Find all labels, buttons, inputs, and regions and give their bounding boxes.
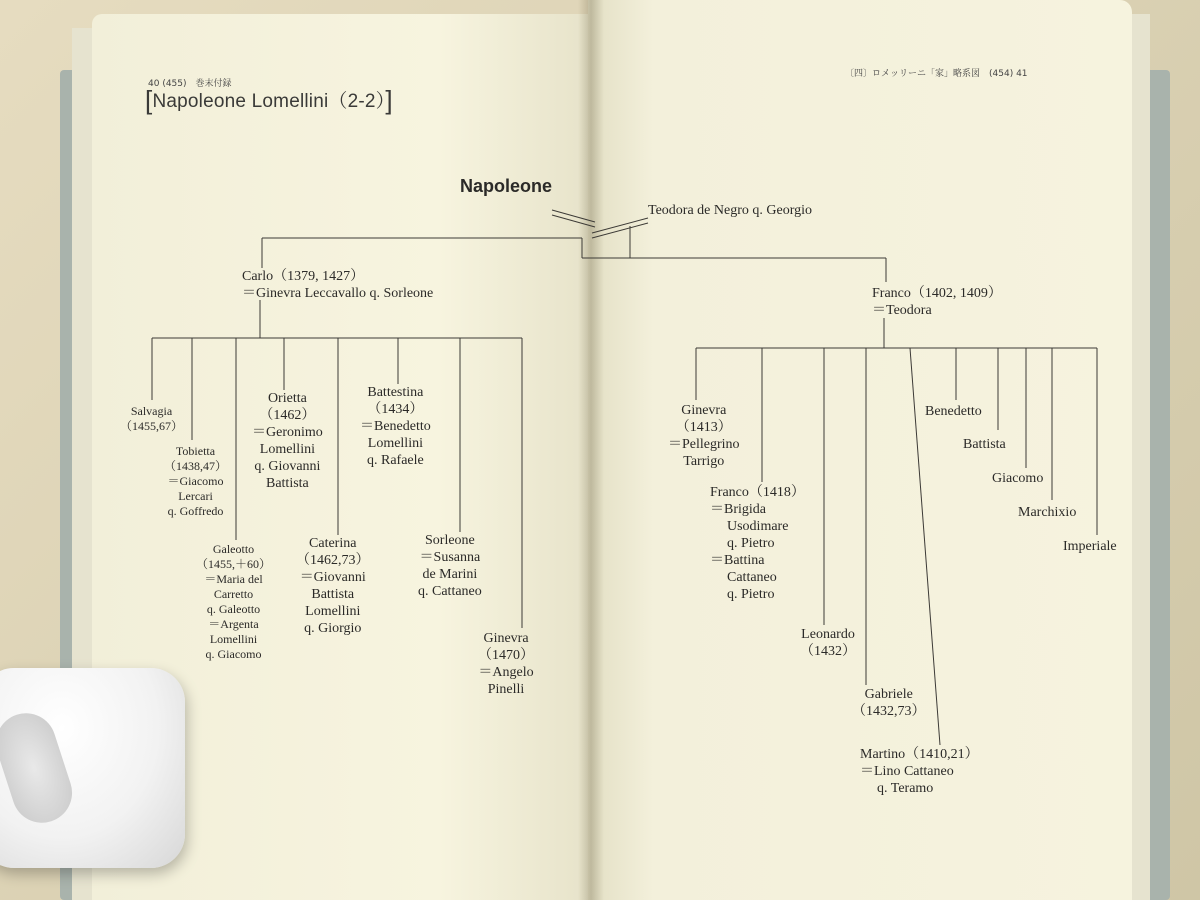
caterina-spouse-4: q. Giorgio xyxy=(304,621,362,636)
tobietta-name: Tobietta xyxy=(175,444,216,458)
root-napoleone: Napoleone xyxy=(460,176,553,196)
orietta-spouse-4: Battista xyxy=(265,476,309,491)
gabriele-years: （1432,73） xyxy=(852,704,926,719)
person-franco-jr xyxy=(710,484,805,603)
sorleone-spouse-3: q. Cattaneo xyxy=(418,584,482,599)
franco-line-1: Franco（1402, 1409） xyxy=(872,286,1002,301)
person-gabriele xyxy=(852,686,926,720)
person-giacomo: Giacomo xyxy=(992,471,1044,486)
tobietta-years: （1438,47） xyxy=(164,459,228,473)
caterina-spouse-3: Lomellini xyxy=(305,604,361,619)
battestina-spouse-3: q. Rafaele xyxy=(367,453,424,468)
ginevra-carlo-spouse-2: Pinelli xyxy=(487,682,525,697)
carlo-line-1: Carlo（1379, 1427） xyxy=(242,269,365,284)
galeotto-spouse-2c: q. Giacomo xyxy=(205,647,262,661)
caterina-name: Caterina xyxy=(309,536,357,551)
title-text: Napoleone Lomellini（2-2） xyxy=(152,91,386,112)
person-galeotto xyxy=(196,542,271,662)
caterina-years: （1462,73） xyxy=(296,553,370,568)
galeotto-years: （1455,＋60） xyxy=(196,557,272,571)
sorleone-spouse: ＝Susanna xyxy=(419,550,481,565)
galeotto-spouse-1b: Carretto xyxy=(213,587,254,601)
franco-jr-spouse-2b: Cattaneo xyxy=(727,570,777,585)
martino-spouse: ＝Lino Cattaneo xyxy=(860,764,954,779)
salvagia-years: （1455,67） xyxy=(120,419,184,433)
ginevra-carlo-name: Ginevra xyxy=(483,631,529,646)
person-ginevra-carlo xyxy=(478,630,534,698)
orietta-spouse-3: q. Giovanni xyxy=(254,459,321,474)
leonardo-name: Leonardo xyxy=(801,627,855,642)
battestina-spouse: ＝Benedetto xyxy=(360,419,431,434)
ginevra-franco-spouse: ＝Pellegrino xyxy=(668,437,740,452)
left-running-header: 40 (455) 巻末付録 xyxy=(148,79,232,89)
person-salvagia xyxy=(120,404,183,434)
orietta-years: （1462） xyxy=(259,408,316,423)
ginevra-carlo-years: （1470） xyxy=(478,648,534,663)
galeotto-name: Galeotto xyxy=(212,542,255,556)
galeotto-spouse-2: ＝Argenta xyxy=(208,617,259,631)
person-imperiale: Imperiale xyxy=(1063,539,1117,554)
gabriele-name: Gabriele xyxy=(864,687,913,702)
right-running-header: 〔四〕ロメッリーニ「家」略系図 (454) 41 xyxy=(845,69,1028,79)
battestina-spouse-2: Lomellini xyxy=(367,436,423,451)
orietta-spouse-2: Lomellini xyxy=(259,442,315,457)
title-bracket-close: ] xyxy=(385,85,393,115)
tobietta-spouse: ＝Giacomo xyxy=(167,474,224,488)
child-carlo xyxy=(242,268,433,302)
ginevra-franco-spouse-2: Tarrigo xyxy=(683,454,725,469)
martino-name: Martino（1410,21） xyxy=(860,747,979,762)
person-orietta xyxy=(252,390,323,492)
galeotto-spouse-2b: Lomellini xyxy=(209,632,258,646)
franco-jr-spouse-1: ＝Brigida xyxy=(710,502,766,517)
person-tobietta xyxy=(164,444,227,519)
franco-line-2: ＝Teodora xyxy=(872,303,932,318)
sorleone-spouse-2: de Marini xyxy=(422,567,478,582)
tobietta-spouse-2: Lercari xyxy=(178,489,213,503)
franco-jr-spouse-2c: q. Pietro xyxy=(727,587,775,602)
galeotto-spouse-1: ＝Maria del xyxy=(204,572,263,586)
root-spouse: Teodora de Negro q. Georgio xyxy=(648,203,812,218)
child-franco xyxy=(872,285,1002,319)
person-marchixio: Marchixio xyxy=(1018,505,1077,520)
person-benedetto: Benedetto xyxy=(925,404,982,419)
title-bracket-open: [ xyxy=(145,85,153,115)
person-battestina xyxy=(360,384,431,469)
sorleone-name: Sorleone xyxy=(425,533,475,548)
ginevra-franco-name: Ginevra xyxy=(681,403,727,418)
person-caterina xyxy=(296,535,370,637)
person-martino xyxy=(860,746,979,797)
galeotto-spouse-1c: q. Galeotto xyxy=(206,602,261,616)
martino-spouse-2: q. Teramo xyxy=(877,781,934,796)
orietta-name: Orietta xyxy=(267,391,307,406)
franco-jr-spouse-1b: Usodimare xyxy=(727,519,789,534)
leonardo-years: （1432） xyxy=(800,644,856,659)
person-sorleone xyxy=(418,532,482,600)
ceramic-page-holder xyxy=(0,668,190,868)
carlo-line-2: ＝Ginevra Leccavallo q. Sorleone xyxy=(242,286,434,301)
franco-jr-name: Franco（1418） xyxy=(710,485,805,500)
orietta-spouse: ＝Geronimo xyxy=(252,425,323,440)
battestina-years: （1434） xyxy=(367,402,424,417)
franco-jr-spouse-1c: q. Pietro xyxy=(727,536,775,551)
salvagia-name: Salvagia xyxy=(130,404,173,418)
caterina-spouse-2: Battista xyxy=(311,587,355,602)
ginevra-franco-years: （1413） xyxy=(675,420,732,435)
person-ginevra-franco xyxy=(668,402,740,470)
person-battista: Battista xyxy=(963,437,1006,452)
person-leonardo xyxy=(800,626,856,660)
caterina-spouse: ＝Giovanni xyxy=(299,570,366,585)
franco-jr-spouse-2: ＝Battina xyxy=(710,553,765,568)
tobietta-spouse-3: q. Goffredo xyxy=(167,504,224,518)
battestina-name: Battestina xyxy=(367,385,424,400)
ginevra-carlo-spouse: ＝Angelo xyxy=(478,665,534,680)
